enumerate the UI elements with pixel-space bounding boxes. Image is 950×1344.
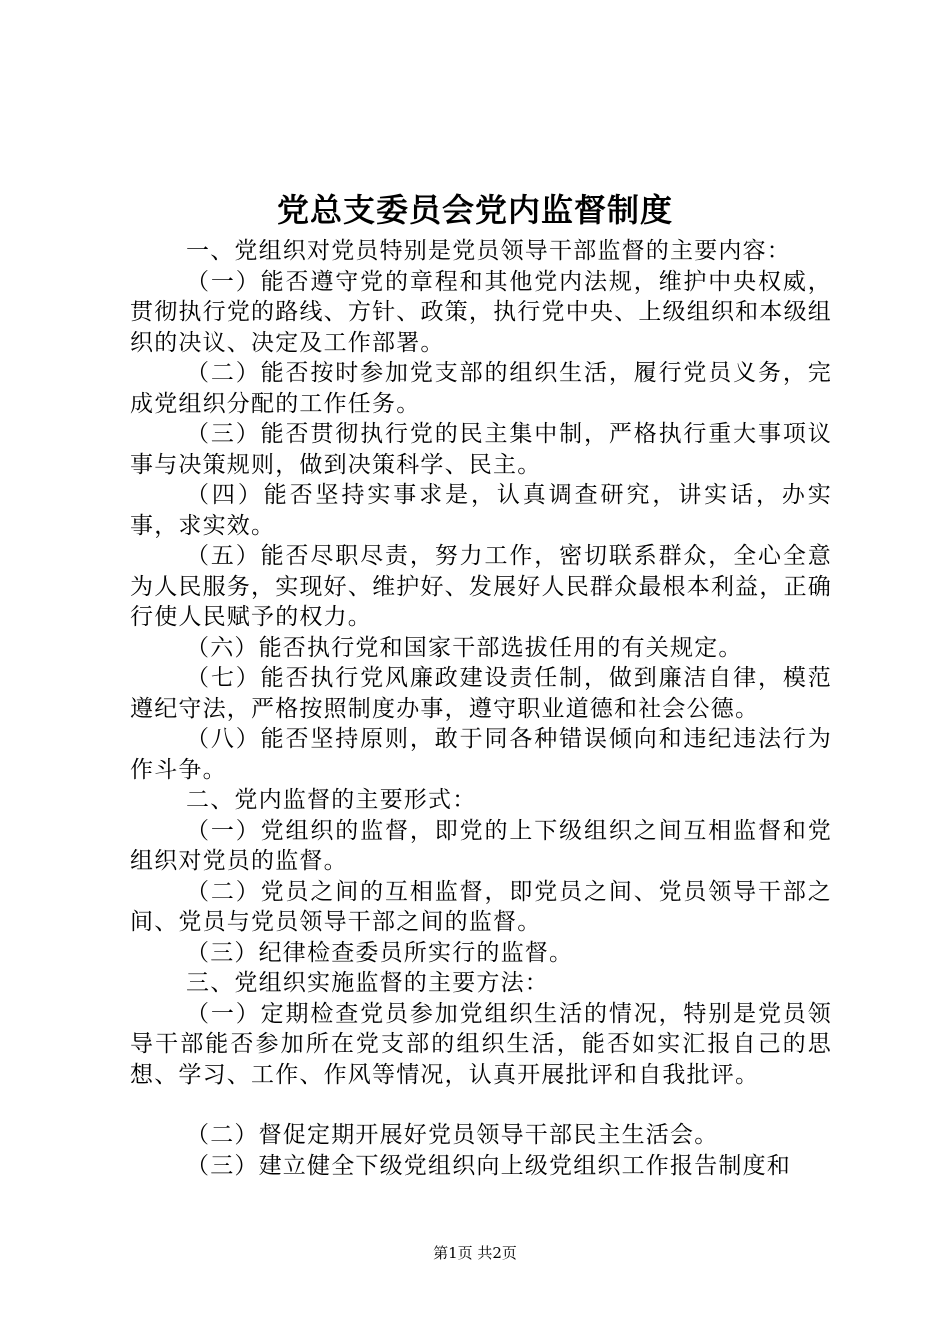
section-heading: 二、党内监督的主要形式： [186, 787, 477, 813]
paragraph: （二）能否按时参加党支部的组织生活，履行党员义务，完成党组织分配的工作任务。 [130, 360, 832, 417]
paragraph: （一）定期检查党员参加党组织生活的情况，特别是党员领导干部能否参加所在党支部的组织生活，能否如实汇报自己的思想、学习、工作、作风等情况，认真开展批评和自我批评。 [130, 1000, 832, 1088]
paragraph: （一）党组织的监督，即党的上下级组织之间互相监督和党组织对党员的监督。 [130, 817, 832, 874]
paragraph: （一）能否遵守党的章程和其他党内法规，维护中央权威，贯彻执行党的路线、方针、政策，执行党中央、上级组织和本级组织的决议、决定及工作部署。 [130, 268, 832, 356]
paragraph: （三）建立健全下级党组织向上级党组织工作报告制度和 [186, 1152, 791, 1179]
paragraph: （三）纪律检查委员所实行的监督。 [186, 939, 574, 966]
paragraph: （二）党员之间的互相监督，即党员之间、党员领导干部之间、党员与党员领导干部之间的监督。 [130, 878, 832, 935]
paragraph: （五）能否尽职尽责，努力工作，密切联系群众，全心全意为人民服务，实现好、维护好、发展好人民群众最根本利益，正确行使人民赋予的权力。 [130, 543, 832, 630]
section-heading: 三、党组织实施监督的主要方法： [186, 970, 549, 996]
section-heading: 一、党组织对党员特别是党员领导干部监督的主要内容： [186, 238, 791, 264]
document-body [130, 236, 832, 1181]
paragraph: （三）能否贯彻执行党的民主集中制，严格执行重大事项议事与决策规则，做到决策科学、民主。 [130, 421, 832, 478]
paragraph: （二）督促定期开展好党员领导干部民主生活会。 [186, 1122, 719, 1148]
paragraph: （七）能否执行党风廉政建设责任制，做到廉洁自律，模范遵纪守法，严格按照制度办事，遵守职业道德和社会公德。 [130, 665, 832, 722]
paragraph: （六）能否执行党和国家干部选拔任用的有关规定。 [186, 634, 743, 661]
page-footer: 第1页 共2页 [433, 1244, 517, 1262]
document-title: 党总支委员会党内监督制度 [276, 191, 673, 229]
paragraph: （八）能否坚持原则，敢于同各种错误倾向和违纪违法行为作斗争。 [130, 726, 832, 783]
paragraph: （四）能否坚持实事求是，认真调查研究，讲实话，办实事，求实效。 [130, 482, 832, 539]
